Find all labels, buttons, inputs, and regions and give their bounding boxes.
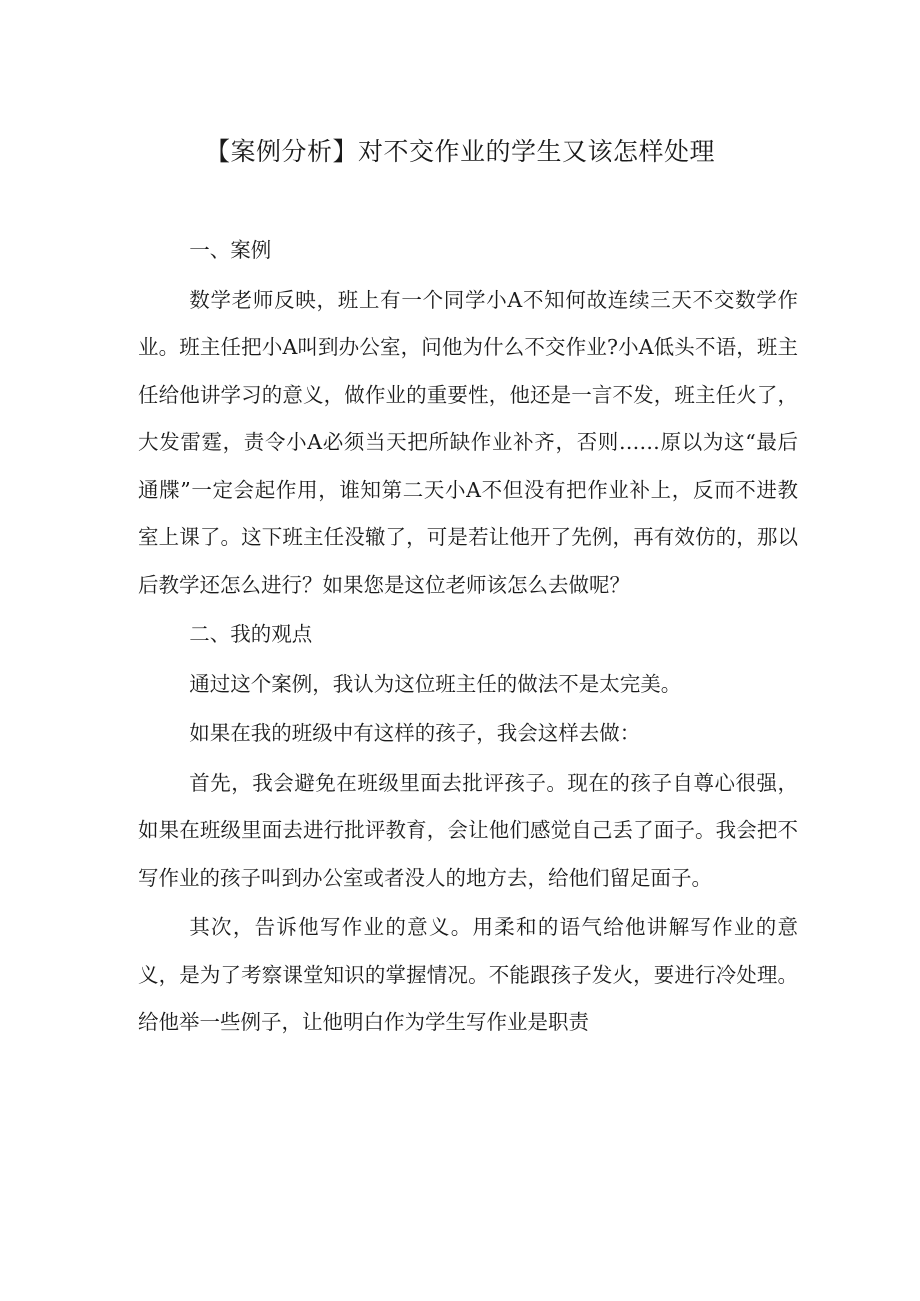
second-step-paragraph: 其次，告诉他写作业的意义。用柔和的语气给他讲解写作业的意义，是为了考察课堂知识的掌握情况。不能跟孩子发火，要进行冷处理。给他举一些例子，让他明白作为学生写作业是职责	[138, 915, 798, 1034]
document-body	[138, 227, 798, 1047]
first-step-paragraph: 首先，我会避免在班级里面去批评孩子。现在的孩子自尊心很强，如果在班级里面去进行批评教育，会让他们感觉自己丢了面子。我会把不写作业的孩子叫到办公室或者没人的地方去，给他们留足面子。	[138, 770, 798, 890]
document-title: 【案例分析】对不交作业的学生又该怎样处理	[204, 137, 715, 166]
opinion-paragraph: 通过这个案例，我认为这位班主任的做法不是太完美。	[189, 671, 682, 696]
case-paragraph: 数学老师反映，班上有一个同学小A不知何故连续三天不交数学作业。班主任把小A叫到办公室，问他为什么不交作业?小A低头不语，班主任给他讲学习的意义，做作业的重要性，他还是一言不发，班主任火了，大发雷霆，责令小A必须当天把所缺作业补齐，否则……原以为这“最后通牒”一定会起作用，谁知第二天小A不但没有把作业补上，反而不进教室上课了。这下班主任没辙了，可是若让他开了先例，再有效仿的，那以后教学还怎么进行？如果您是这位老师该怎么去做呢？	[138, 287, 798, 597]
section-heading-opinion: 二、我的观点	[189, 622, 313, 646]
approach-intro-paragraph: 如果在我的班级中有这样的孩子，我会这样去做：	[189, 721, 641, 745]
section-heading-case: 一、案例	[189, 238, 272, 262]
